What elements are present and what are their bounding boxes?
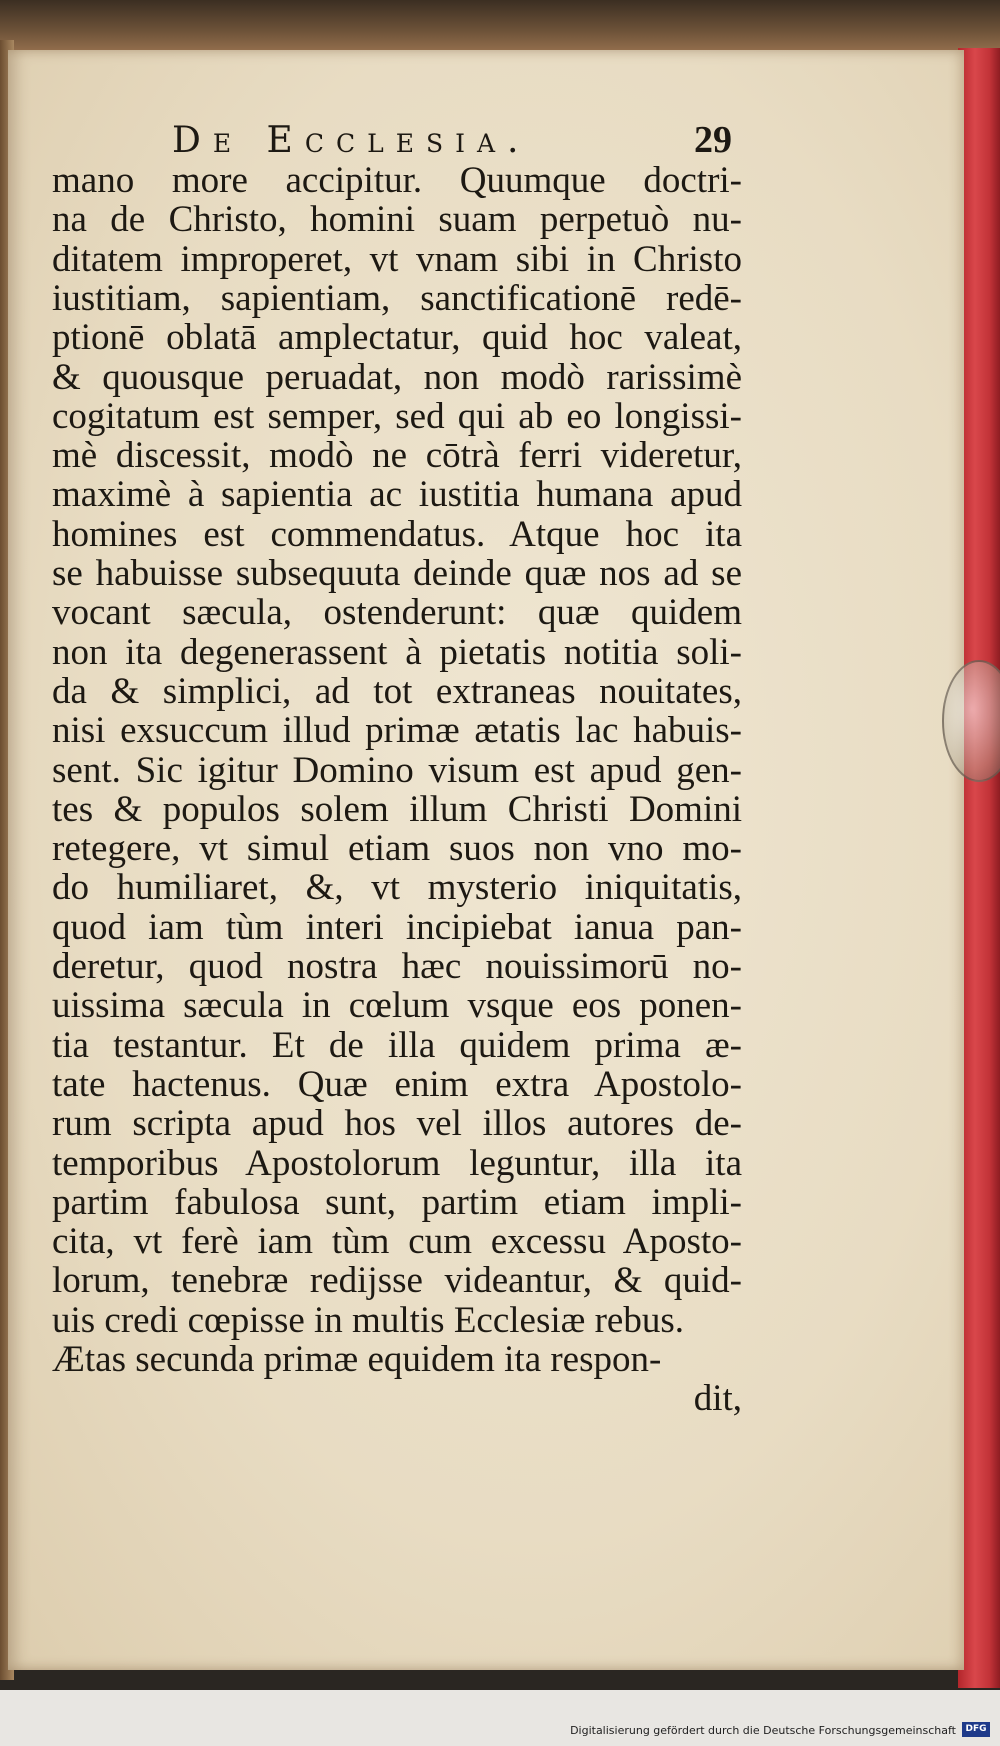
text-line: partim fabulosa sunt, partim etiam impli-: [52, 1181, 742, 1223]
catchword: dit,: [693, 1378, 742, 1420]
text-line: da & simplici, ad tot extraneas nouitates,: [52, 670, 742, 712]
running-head-title: De Ecclesia.: [172, 120, 531, 161]
text-line: non ita degenerassent à pietatis notitia soli-: [52, 631, 742, 673]
text-line: maximè à sapientia ac iustitia humana apud: [52, 474, 742, 516]
text-line: lorum, tenebræ redijsse videantur, & quid-: [52, 1260, 742, 1302]
text-line: quod iam tùm interi incipiebat ianua pan-: [52, 906, 742, 948]
text-line: mano more accipitur. Quumque doctri-: [52, 160, 742, 201]
text-line: se habuisse subsequuta deinde quæ nos ad se: [52, 553, 742, 594]
text-line: tia testantur. Et de illa quidem prima æ-: [52, 1024, 742, 1066]
footer-credit: Digitalisierung gefördert durch die Deutsche Forschungsgemeinschaft: [570, 1724, 956, 1737]
text-line: uissima sæcula in cœlum vsque eos ponen-: [52, 985, 742, 1027]
text-line: ditatem improperet, vt vnam sibi in Christo: [52, 238, 742, 280]
text-line: cita, vt ferè iam tùm cum excessu Aposto-: [52, 1221, 742, 1263]
text-line: temporibus Apostolorum leguntur, illa ita: [52, 1142, 742, 1184]
text-line: iustitiam, sapientiam, sanctificationē redē-: [52, 277, 742, 319]
text-line: ptionē oblatā amplectatur, quid hoc valeat,: [52, 317, 742, 359]
footer-bar: [0, 1690, 1000, 1746]
text-line: mè discessit, modò ne cōtrà ferri videretur,: [52, 435, 742, 477]
text-line: rum scripta apud hos vel illos autores de-: [52, 1103, 742, 1145]
text-line: retegere, vt simul etiam suos non vno mo-: [52, 828, 742, 870]
text-line: Ætas secunda primæ equidem ita respon-: [52, 1339, 662, 1380]
text-line: na de Christo, homini suam perpetuò nu-: [52, 199, 742, 241]
text-line: & quousque peruadat, non modò rarissimè: [52, 356, 742, 398]
text-line: vocant sæcula, ostenderunt: quæ quidem: [52, 592, 742, 634]
page-number: 29: [694, 119, 732, 161]
text-line: nisi exsuccum illud primæ ætatis lac habuis-: [52, 710, 742, 752]
text-line: homines est commendatus. Atque hoc ita: [52, 513, 742, 555]
text-line: deretur, quod nostra hæc nouissimorū no-: [52, 946, 742, 987]
text-line: tate hactenus. Quæ enim extra Apostolo-: [52, 1063, 742, 1105]
text-line: do humiliaret, &, vt mysterio iniquitatis,: [52, 867, 742, 909]
text-line: cogitatum est semper, sed qui ab eo longissi-: [52, 395, 742, 437]
red-page-edges: [958, 48, 1000, 1688]
text-line: uis credi cœpisse in multis Ecclesiæ rebus.: [52, 1299, 684, 1341]
text-line: sent. Sic igitur Domino visum est apud gen-: [52, 749, 742, 791]
text-line: tes & populos solem illum Christi Domini: [52, 788, 742, 830]
dfg-logo: DFG: [962, 1722, 990, 1737]
